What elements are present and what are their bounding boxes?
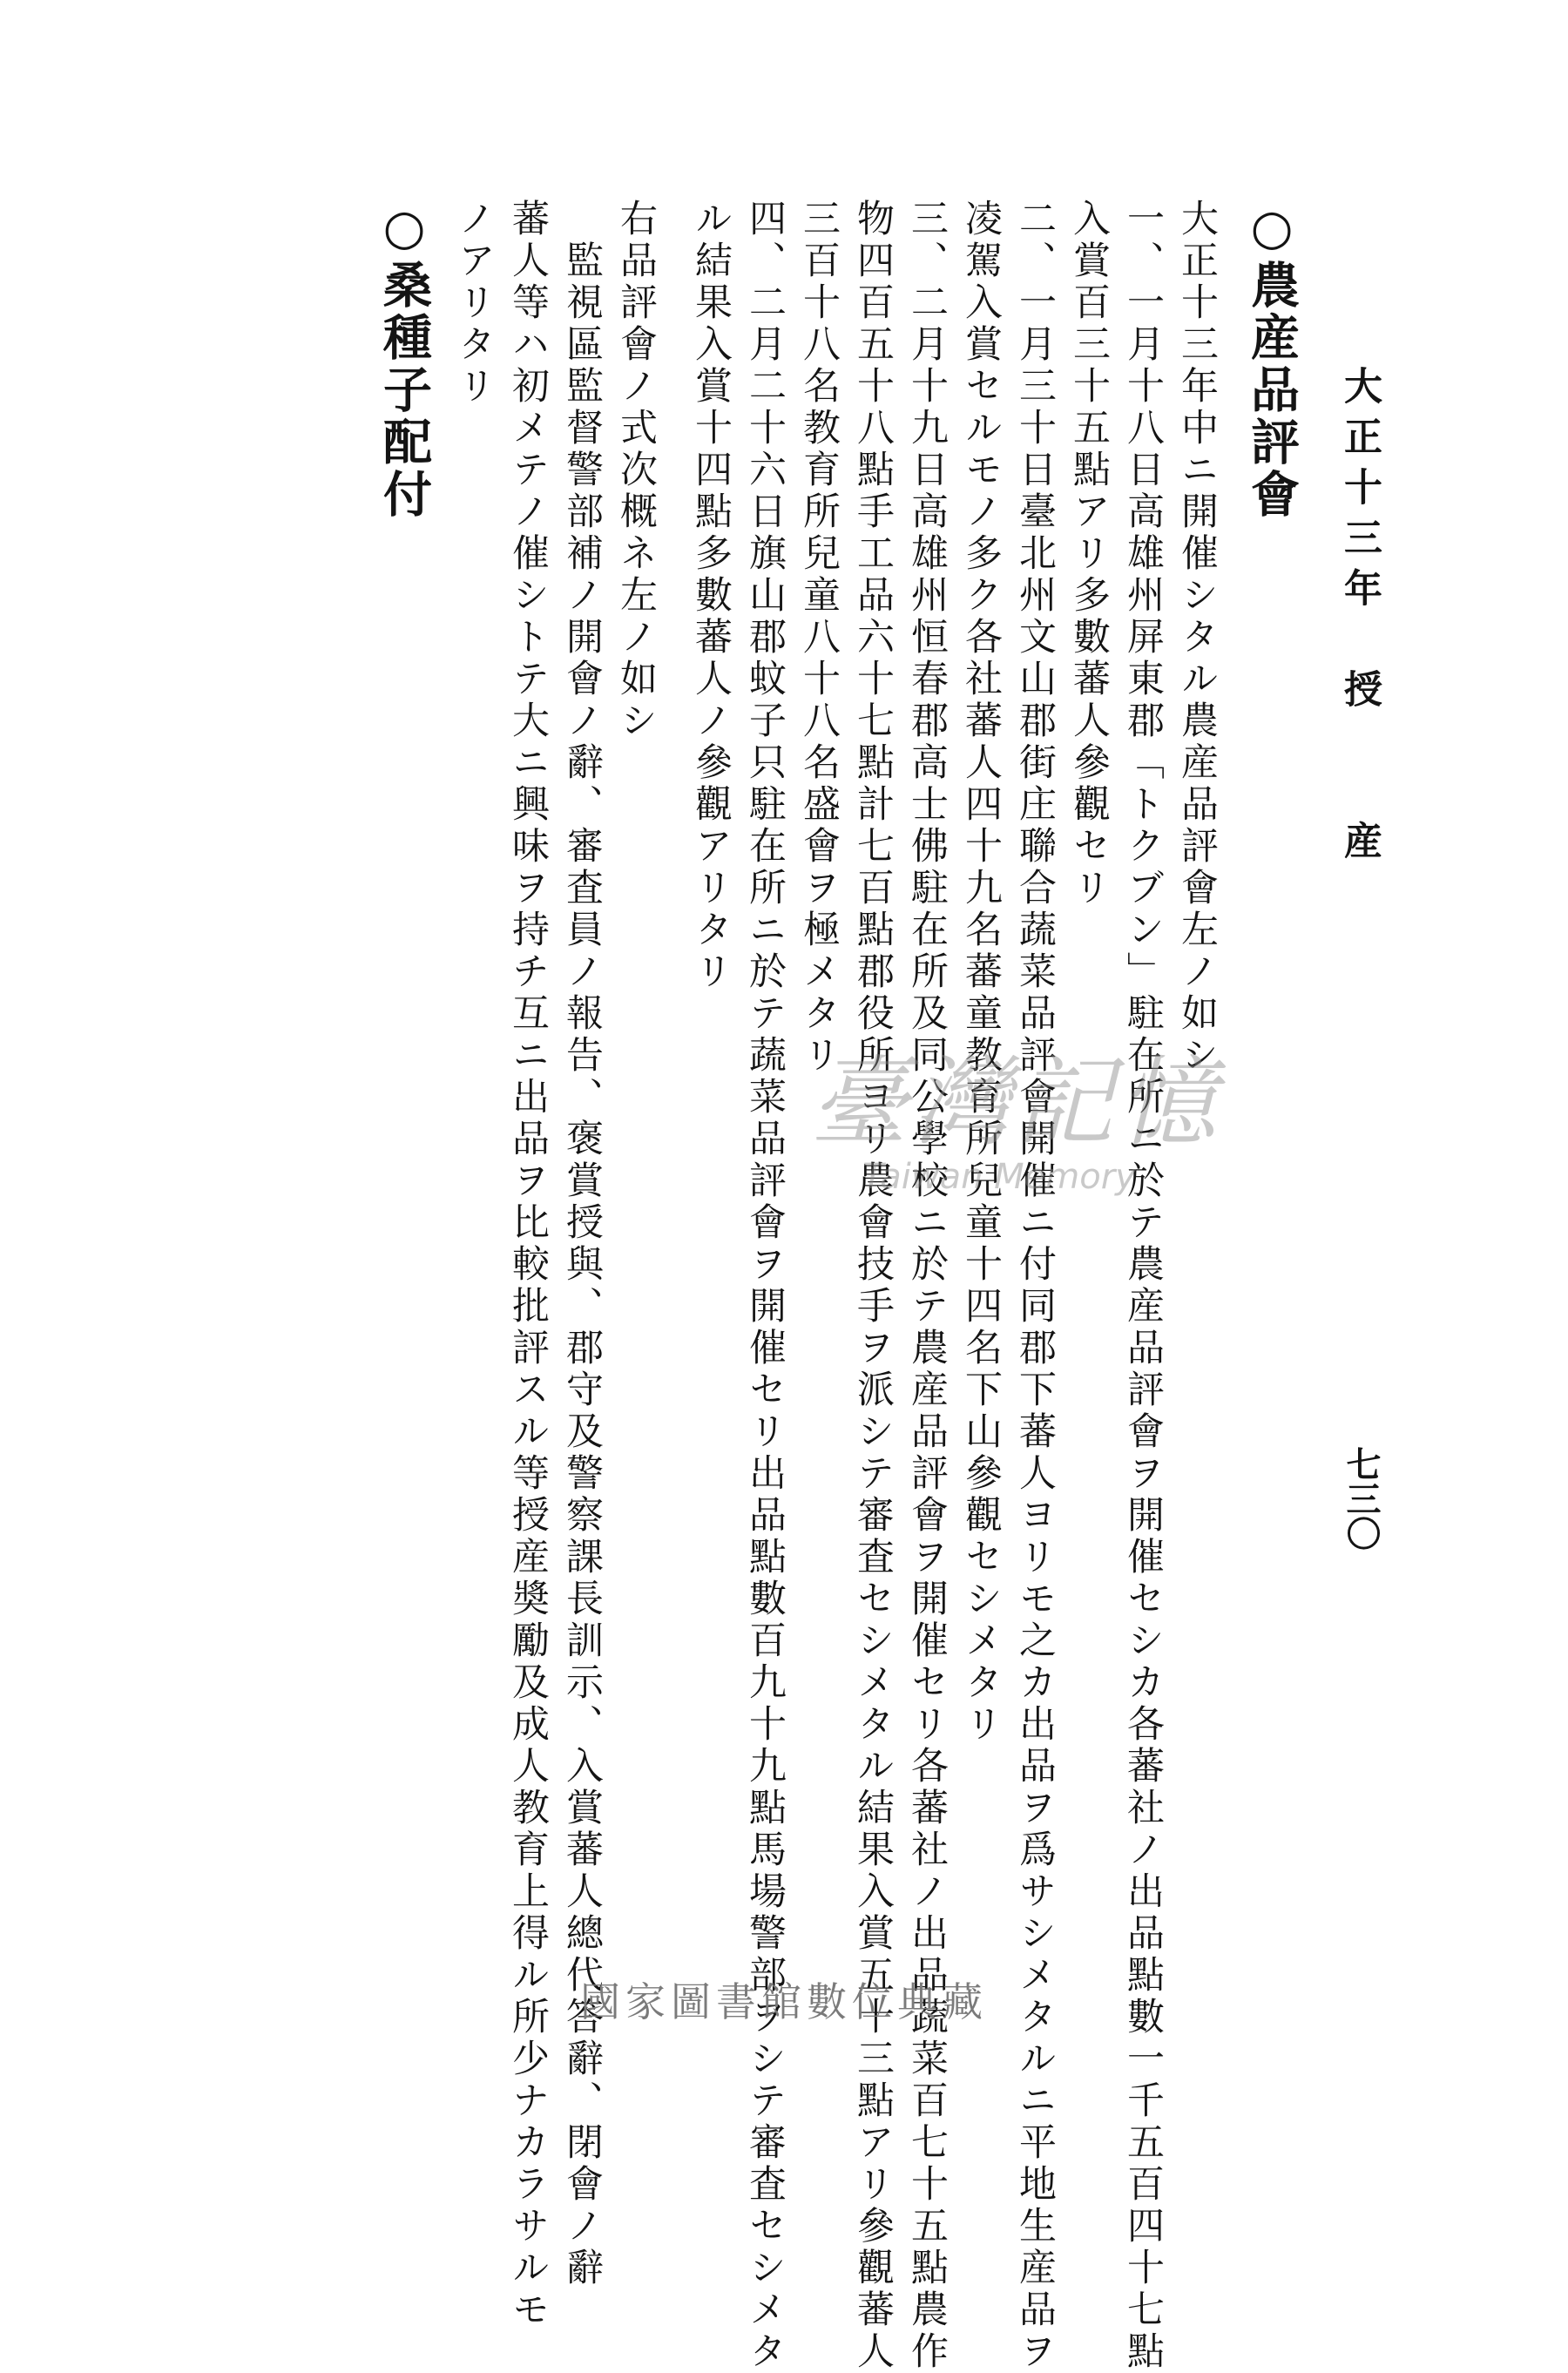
- text-line: 四、二月二十六日旗山郡蚊子只駐在所ニ於テ蔬菜品評會ヲ開催セリ出品點數百九十九點馬場警部ヲシテ審査セシメタ: [743, 199, 787, 2373]
- text-line: 二、一月三十日臺北州文山郡街庄聯合蔬菜品評會開催ニ付同郡下蕃人ヨリモ之カ出品ヲ爲サシメタルニ平地生産品ヲ: [1013, 199, 1057, 2373]
- section-title-agricultural-fair: ○農産品評會: [1243, 199, 1301, 521]
- page-number: 七三〇: [1341, 1446, 1382, 1551]
- text-line: 凌駕入賞セルモノ多ク各社蕃人四十九名蕃童教育所兒童十四名下山參觀セシメタリ: [959, 199, 1003, 1746]
- running-header: 大正十三年 授 産: [1337, 366, 1382, 871]
- text-line: 右品評會ノ式次概ネ左ノ如シ: [614, 199, 658, 742]
- text-line: 三、二月十九日高雄州恒春郡高士佛駐在所及同公學校ニ於テ農産品評會ヲ開催セリ各蕃社ノ出品蔬菜百七十五點農作: [905, 199, 949, 2373]
- text-line: 一、一月十八日高雄州屏東郡「トクブン」駐在所ニ於テ農産品評會ヲ開催セシカ各蕃社ノ出品點數一千五百四十七點: [1121, 199, 1165, 2373]
- text-line: 物四百五十八點手工品六十七點計七百點郡役所ヨリ農會技手ヲ派シテ審査セシメタル結果入賞五十三點アリ參觀蕃人: [851, 199, 895, 2373]
- footer-archive-label: 國家圖書館數位典藏: [580, 1978, 988, 2025]
- text-line: 監視區監督警部補ノ開會ノ辭、審査員ノ報告、褒賞授與、郡守及警察課長訓示、入賞蕃人總代答辭、閉會ノ辭: [560, 199, 604, 2289]
- text-line: ル結果入賞十四點多數蕃人ノ參觀アリタリ: [689, 199, 733, 993]
- text-line: 三百十八名教育所兒童八十八名盛會ヲ極メタリ: [797, 199, 841, 1077]
- section-title-mulberry-seed-distribution: ○桑種子配付: [375, 199, 433, 521]
- text-line: 蕃人等ハ初メテノ催シトテ大ニ興味ヲ持チ互ニ出品ヲ比較批評スル等授産奬勵及成人教育上得ル所少ナカラサルモ: [506, 199, 550, 2331]
- text-line: 入賞百三十五點アリ多數蕃人參觀セリ: [1067, 199, 1111, 909]
- watermark-english: Taiwan Memory: [862, 1157, 1136, 1197]
- watermark-chinese: 臺灣記憶: [810, 1046, 1221, 1159]
- text-line: ノアリタリ: [452, 199, 496, 408]
- text-line: 大正十三年中ニ開催シタル農産品評會左ノ如シ: [1175, 199, 1219, 1077]
